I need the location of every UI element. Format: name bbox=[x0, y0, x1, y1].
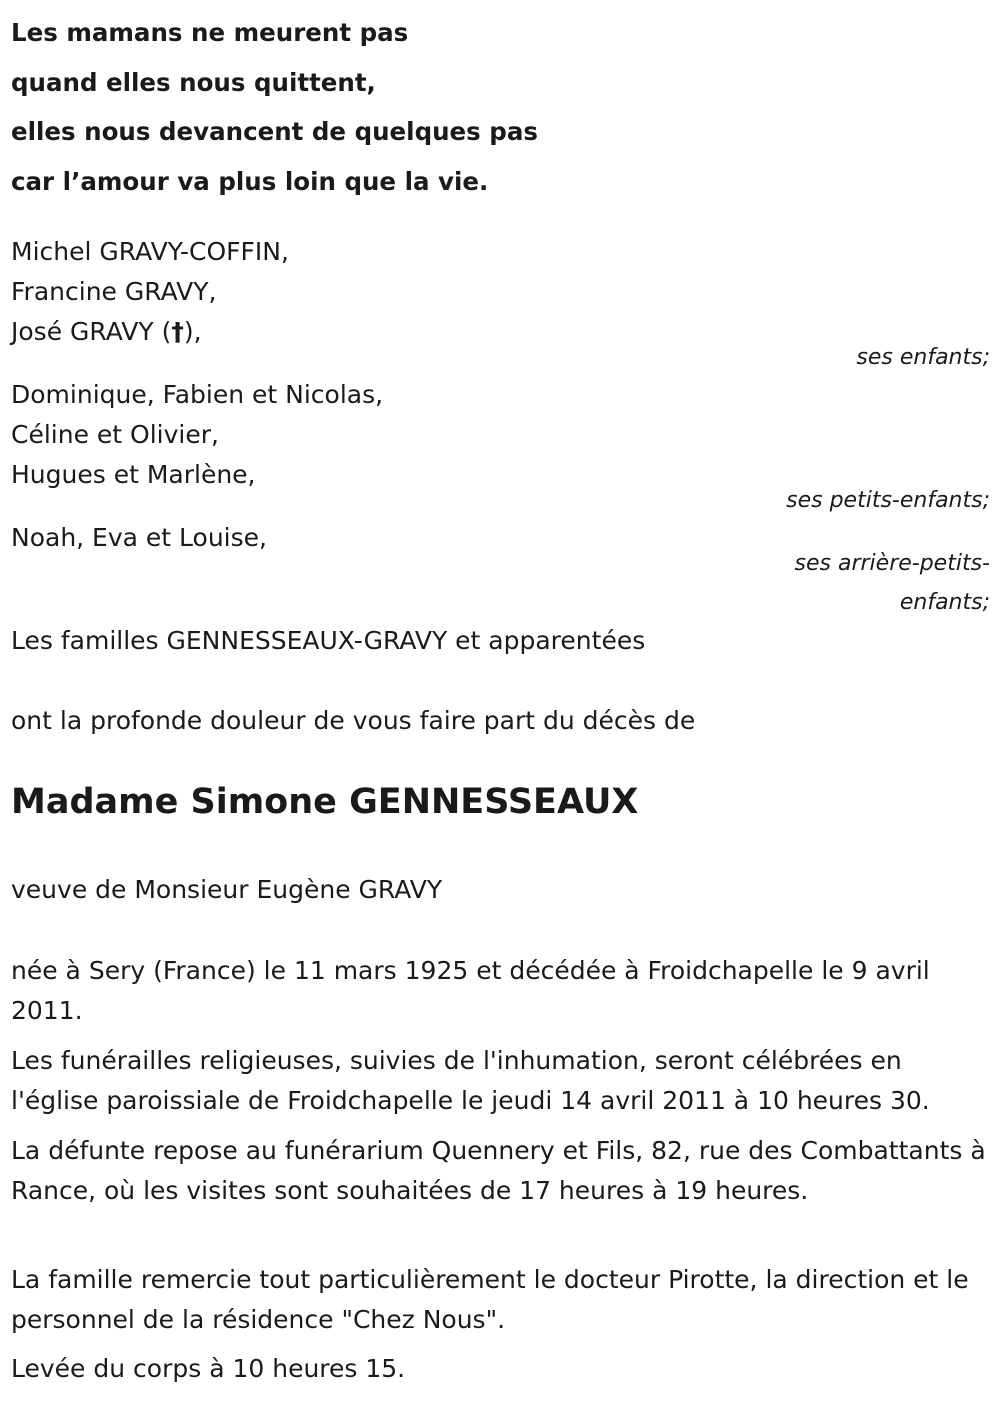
birth-death-paragraph: née à Sery (France) le 11 mars 1925 et décédée à Froidchapelle le 9 avril 2011. bbox=[11, 956, 930, 1025]
child-name: José GRAVY ( bbox=[11, 317, 172, 346]
child-name: Francine GRAVY, bbox=[11, 277, 217, 306]
relation-great-grandchildren-2: enfants; bbox=[899, 590, 990, 615]
relation-children: ses enfants; bbox=[856, 345, 990, 370]
child-name-with-cross bbox=[11, 317, 202, 346]
deceased-name: Madame Simone GENNESSEAUX bbox=[11, 782, 639, 822]
poem-line: Les mamans ne meurent pas bbox=[11, 18, 409, 47]
families-line: Les familles GENNESSEAUX-GRAVY et apparentées bbox=[11, 626, 646, 655]
great-grandchild-name: Noah, Eva et Louise, bbox=[11, 523, 267, 552]
widow-of: veuve de Monsieur Eugène GRAVY bbox=[11, 875, 443, 904]
grandchild-name: Dominique, Fabien et Nicolas, bbox=[11, 380, 384, 409]
relation-grandchildren: ses petits-enfants; bbox=[786, 488, 990, 513]
announcement: ont la profonde douleur de vous faire part du décès de bbox=[11, 706, 696, 735]
funeral-paragraph: Les funérailles religieuses, suivies de l'inhumation, seront célébrées en l'église paroissiale de Froidchapelle le jeudi 14 avril 2011 à 10 heures 30. bbox=[11, 1046, 930, 1115]
poem bbox=[11, 8, 538, 206]
thanks-paragraph: La famille remercie tout particulièrement le docteur Pirotte, la direction et le personnel de la résidence "Chez Nous". bbox=[11, 1265, 969, 1334]
grandchild-name: Hugues et Marlène, bbox=[11, 460, 256, 489]
poem-line: car l’amour va plus loin que la vie. bbox=[11, 166, 489, 196]
cross-icon: † bbox=[171, 317, 184, 346]
grandchild-name: Céline et Olivier, bbox=[11, 420, 219, 449]
rest-paragraph: La défunte repose au funérarium Quennery et Fils, 82, rue des Combattants à Rance, où les visites sont souhaitées de 17 heures à 19 heures. bbox=[11, 1136, 986, 1205]
relation-great-grandchildren-1: ses arrière-petits- bbox=[794, 551, 990, 576]
child-name-suffix: ), bbox=[183, 317, 202, 346]
poem-line: elles nous devancent de quelques pas bbox=[11, 117, 538, 146]
levee-paragraph: Levée du corps à 10 heures 15. bbox=[11, 1354, 406, 1383]
poem-line: quand elles nous quittent, bbox=[11, 67, 376, 97]
child-name: Michel GRAVY-COFFIN, bbox=[11, 237, 289, 266]
